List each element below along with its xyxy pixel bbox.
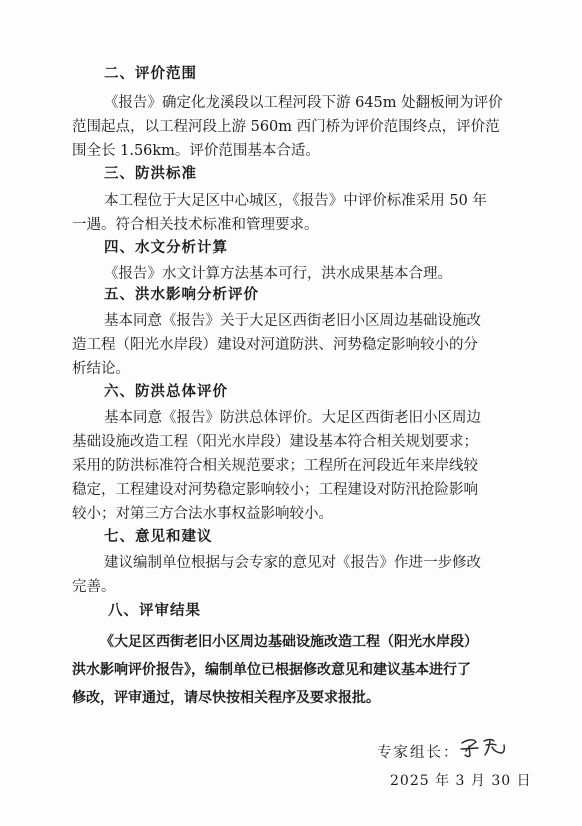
suggestions-line-2: 完善。	[72, 579, 116, 595]
review-date: 2025 年 3 月 30 日	[390, 773, 532, 789]
overall-line-5: 较小；对第三方合法水事权益影响较小。	[72, 506, 333, 522]
standard-line-1: 本工程位于大足区中心城区，《报告》中评价标准采用 50 年	[104, 193, 487, 209]
heading-overall: 六、防洪总体评价	[104, 384, 228, 400]
impact-line-3: 析结论。	[72, 361, 130, 377]
heading-review-result: 八、评审结果	[108, 603, 201, 619]
heading-suggestions: 七、意见和建议	[104, 529, 213, 545]
result-line-1: 《大足区西街老旧小区周边基础设施改造工程（阳光水岸段）	[100, 634, 478, 650]
heading-scope: 二、评价范围	[104, 66, 197, 82]
result-line-3: 修改，评审通过，请尽快按相关程序及要求报批。	[72, 690, 380, 706]
scope-line-1: 《报告》确定化龙溪段以工程河段下游 645m 处翻板闸为评价	[104, 95, 503, 111]
overall-line-1: 基本同意《报告》防洪总体评价。大足区西街老旧小区周边	[104, 410, 481, 426]
result-line-2: 洪水影响评价报告》，编制单位已根据修改意见和建议基本进行了	[72, 662, 471, 678]
expert-leader-label: 专家组长：	[377, 745, 460, 761]
overall-line-3: 采用的防洪标准符合相关规范要求；工程所在河段近年来岸线较	[72, 458, 478, 474]
impact-line-1: 基本同意《报告》关于大足区西街老旧小区周边基础设施改	[104, 313, 481, 329]
hydrology-line-1: 《报告》水文计算方法基本可行，洪水成果基本合理。	[104, 266, 452, 282]
overall-line-4: 稳定，工程建设对河势稳定影响较小；工程建设对防汛抢险影响	[72, 482, 478, 498]
heading-flood-impact: 五、洪水影响分析评价	[104, 287, 259, 303]
suggestions-line-1: 建议编制单位根据与会专家的意见对《报告》作进一步修改	[104, 555, 481, 571]
standard-line-2: 一遇。符合相关技术标准和管理要求。	[72, 217, 319, 233]
scope-line-3: 围全长 1.56km。评价范围基本合适。	[72, 143, 320, 159]
impact-line-2: 造工程（阳光水岸段）建设对河道防洪、河势稳定影响较小的分	[72, 337, 478, 353]
heading-hydrology: 四、水文分析计算	[104, 240, 228, 256]
handwritten-signature	[458, 733, 514, 759]
scope-line-2: 范围起点，以工程河段上游 560m 西门桥为评价范围终点，评价范	[72, 119, 500, 135]
heading-flood-standard: 三、防洪标准	[104, 166, 197, 182]
overall-line-2: 基础设施改造工程（阳光水岸段）建设基本符合相关规划要求；	[72, 434, 478, 450]
